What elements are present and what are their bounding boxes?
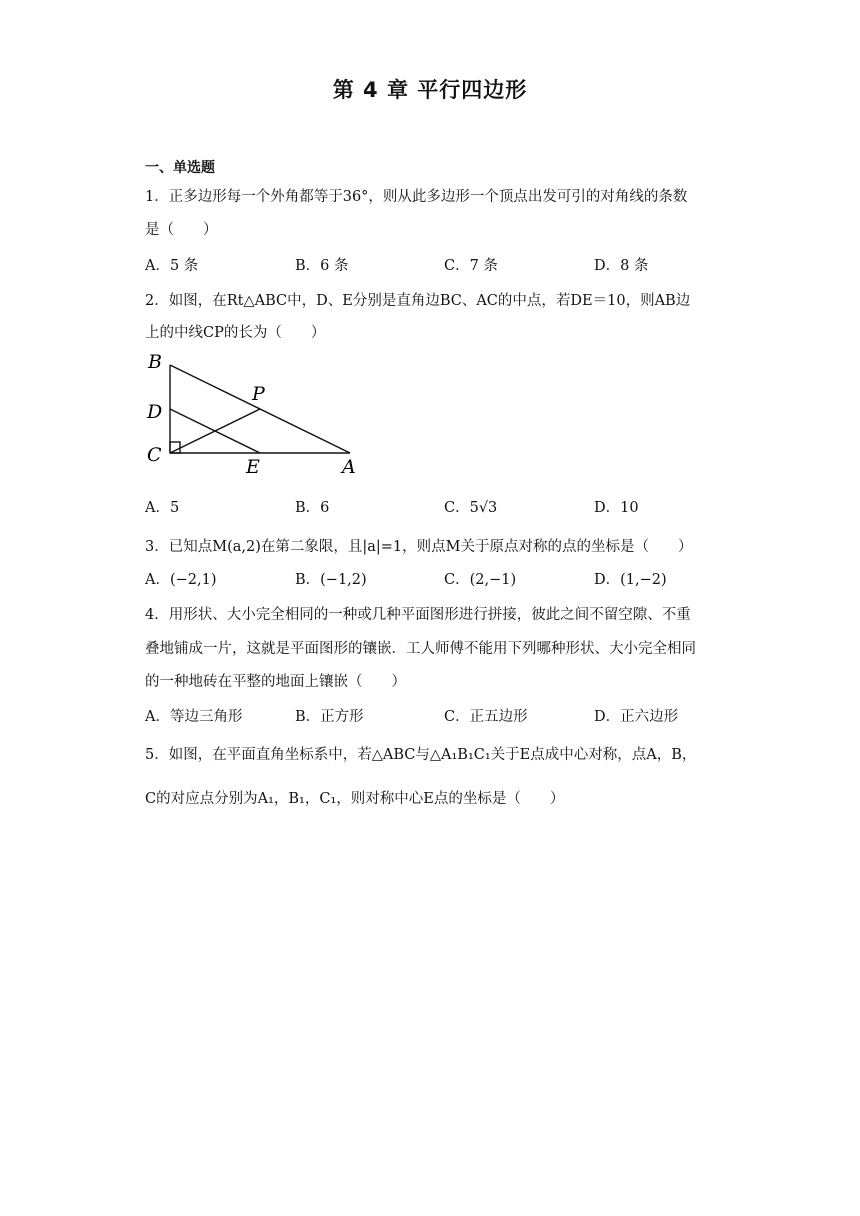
question-4-line-2: 叠地铺成一片，这就是平面图形的镶嵌．工人师傅不能用下列哪种形状、大小完全相同	[145, 641, 696, 657]
label-a: A	[342, 456, 356, 478]
label-c: C	[147, 444, 162, 466]
question-4-option-d: D．正六边形	[594, 709, 679, 725]
label-p: P	[252, 383, 265, 405]
question-1-option-d: D．8 条	[594, 258, 649, 274]
question-4-option-b: B．正方形	[295, 709, 364, 725]
question-1-option-b: B．6 条	[295, 258, 349, 274]
question-4-option-a: A．等边三角形	[145, 709, 243, 725]
question-3-option-a: A．(−2,1)	[145, 572, 217, 588]
question-4-option-c: C．正五边形	[444, 709, 528, 725]
question-2-option-c: C．5√3	[444, 500, 498, 516]
label-b: B	[148, 351, 162, 373]
question-2-option-d: D．10	[594, 500, 639, 516]
question-1-line-1: 1．正多边形每一个外角都等于36°，则从此多边形一个顶点出发可引的对角线的条数	[145, 189, 688, 205]
question-1-option-c: C．7 条	[444, 258, 498, 274]
question-1-line-2: 是（ ）	[145, 222, 218, 238]
question-2-option-a: A．5	[145, 500, 180, 516]
right-angle-mark	[170, 442, 180, 453]
question-4-line-3: 的一种地砖在平整的地面上镶嵌（ ）	[145, 674, 406, 690]
question-3-option-b: B．(−1,2)	[295, 572, 367, 588]
question-3-option-d: D．(1,−2)	[594, 572, 667, 588]
question-4-line-1: 4．用形状、大小完全相同的一种或几种平面图形进行拼接，彼此之间不留空隙、不重	[145, 607, 691, 623]
section-heading: 一、单选题	[145, 160, 215, 176]
question-5-line-1: 5．如图，在平面直角坐标系中，若△ABC与△A₁B₁C₁关于E点成中心对称，点A，B，	[145, 747, 697, 763]
question-2-option-b: B．6	[295, 500, 330, 516]
question-5-line-2: C的对应点分别为A₁，B₁，C₁，则对称中心E点的坐标是（ ）	[145, 791, 565, 807]
triangle-figure	[140, 348, 370, 478]
question-1-option-a: A．5 条	[145, 258, 199, 274]
question-3-line-1: 3．已知点M(a,2)在第二象限，且|a|=1，则点M关于原点对称的点的坐标是（ ）	[145, 539, 693, 555]
question-3-option-c: C．(2,−1)	[444, 572, 517, 588]
label-d: D	[147, 401, 163, 423]
page-title: 第 4 章 平行四边形	[332, 78, 528, 102]
label-e: E	[246, 456, 260, 478]
question-2-line-1: 2．如图，在Rt△ABC中，D、E分别是直角边BC、AC的中点，若DE＝10，则AB边	[145, 293, 691, 309]
question-2-line-2: 上的中线CP的长为（ ）	[145, 325, 326, 341]
